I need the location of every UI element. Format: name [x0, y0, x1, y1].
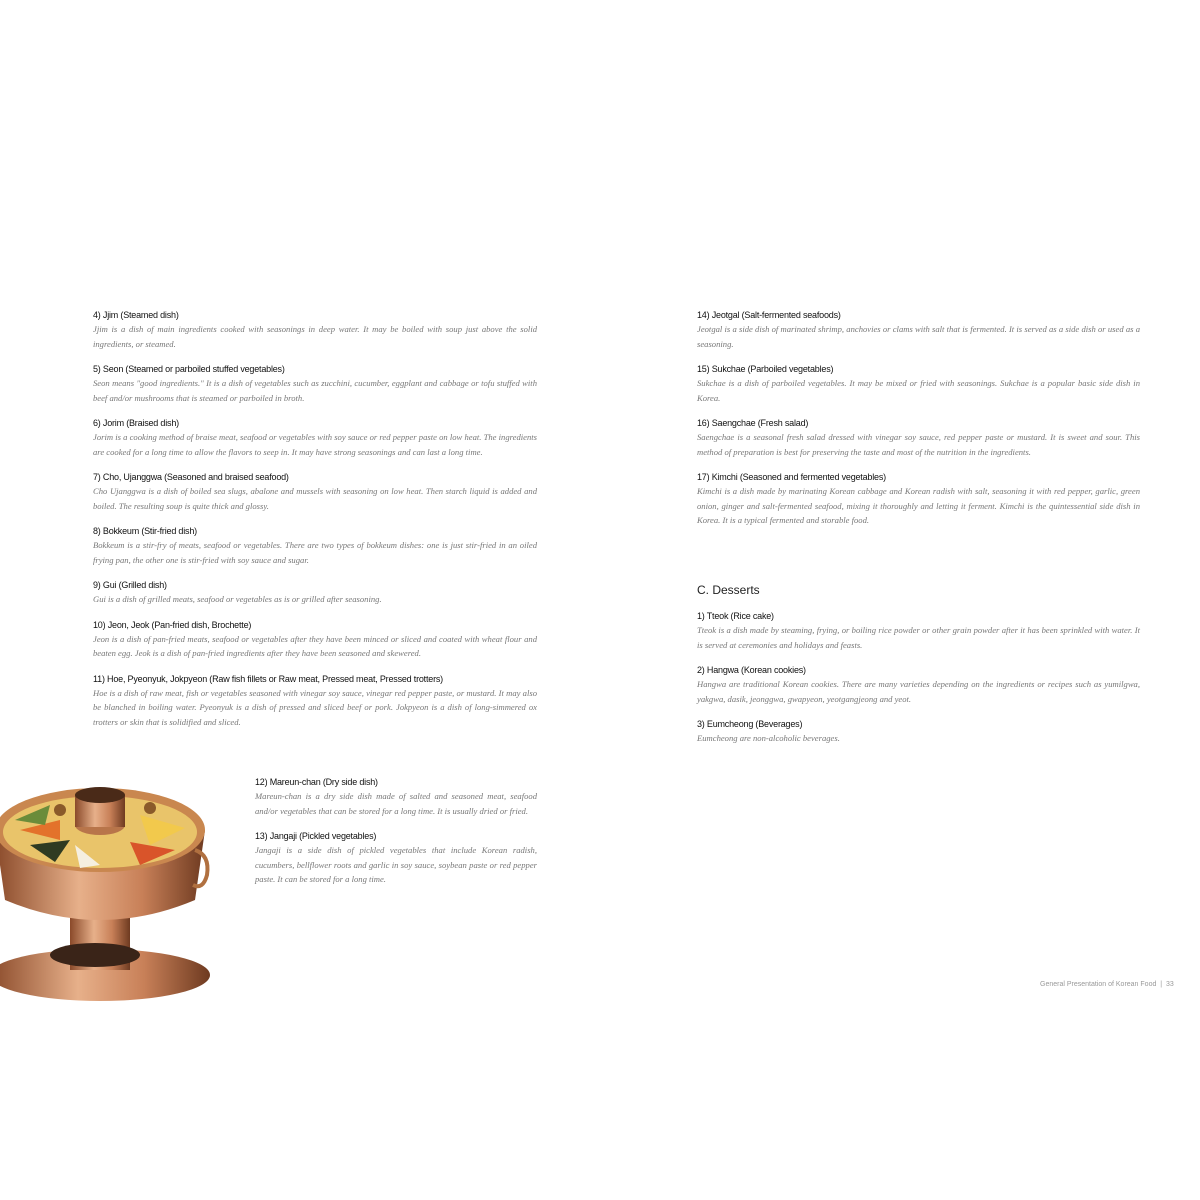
- entry-text: Hoe is a dish of raw meat, fish or vegetables seasoned with vinegar soy sauce, vinegar red pepper paste, or mustard. It may also be blanched in boiling water. Pyeonyuk is a dish of pressed and sliced beef or pork. Jokpyeon is a dish of long-simmered ox trotters or skin that is solidified and sliced.: [93, 687, 537, 727]
- right-column: [697, 310, 1140, 541]
- entry-text: Gui is a dish of grilled meats, seafood or vegetables as is or grilled after seasoning.: [93, 594, 382, 604]
- food-entry: [93, 580, 537, 607]
- entry-title: 10) Jeon, Jeok (Pan-fried dish, Brochette): [93, 619, 252, 630]
- entry-title: 1) Tteok (Rice cake): [697, 611, 774, 621]
- food-entry: [697, 310, 1140, 351]
- entry-text: Seon means "good ingredients." It is a dish of vegetables such as zucchini, cucumber, eggplant and cabbage or tofu stuffed with beef and/or mushrooms that is steamed or parboiled in broth.: [93, 378, 537, 403]
- entry-text: Sukchae is a dish of parboiled vegetables. It may be mixed or fried with seasonings. Sukchae is a popular basic side dish in Korea.: [697, 378, 1140, 403]
- entry-title: 7) Cho, Ujanggwa (Seasoned and braised seafood): [93, 472, 289, 482]
- entry-text: Jangaji is a side dish of pickled vegetables that include Korean radish, cucumbers, bellflower roots and garlic in soy sauce, soybean paste or red pepper paste. It can be stored for a long time.: [255, 845, 537, 884]
- entry-title: 6) Jorim (Braised dish): [93, 418, 179, 428]
- entry-text: Mareun-chan is a dry side dish made of salted and seasoned meat, seafood and/or vegetables that can be stored for a long time. It is usually dried or fried.: [255, 791, 537, 816]
- entry-text: Jeon is a dish of pan-fried meats, seafood or vegetables after they have been minced or sliced and coated with wheat flour and beaten egg. Jeok is a dish of pan-fried ingredients after they have been seasoned and skewered.: [93, 633, 537, 658]
- food-entry: [697, 665, 1140, 706]
- sinseollo-hotpot-photo: [0, 770, 220, 1002]
- food-entry: [93, 418, 537, 459]
- page-number: 33: [1165, 981, 1174, 988]
- page-footer: General Presentation of Korean Food | 33: [1040, 981, 1174, 988]
- entry-title: 9) Gui (Grilled dish): [93, 580, 167, 590]
- entry-text: Tteok is a dish made by steaming, frying, or boiling rice powder or other grain powder after it has been sprinkled with water. It is served at ceremonies and holidays and feasts.: [697, 625, 1140, 650]
- entry-title: 2) Hangwa (Korean cookies): [697, 665, 806, 675]
- entry-text: Jorim is a cooking method of braise meat, seafood or vegetables with soy sauce or red pepper paste on low heat. The ingredients are cooked for a long time to allow the flavors to seep in. It may have strong seasonings and can last a long time.: [93, 432, 537, 457]
- section-heading: C. Desserts: [697, 583, 760, 597]
- food-entry: [93, 472, 537, 513]
- entry-title: 4) Jjim (Steamed dish): [93, 310, 179, 320]
- entry-title: 5) Seon (Steamed or parboiled stuffed vegetables): [93, 364, 285, 374]
- food-entry: [697, 418, 1140, 459]
- food-entry: [255, 831, 537, 887]
- entry-title: 8) Bokkeum (Stir-fried dish): [93, 526, 197, 536]
- entry-text: Cho Ujanggwa is a dish of boiled sea slugs, abalone and mussels with seasoning on low heat. Then starch liquid is added and boiled. The resulting soup is quite thick and glossy.: [93, 486, 537, 511]
- entry-title: 13) Jangaji (Pickled vegetables): [255, 831, 377, 841]
- food-entry: [697, 472, 1140, 528]
- entry-title: 12) Mareun-chan (Dry side dish): [255, 777, 378, 787]
- food-entry: [93, 620, 537, 661]
- entry-text: Saengchae is a seasonal fresh salad dressed with vinegar soy sauce, red pepper paste or mustard. It is sweet and sour. This method of preparation is best for preserving the taste and most of the nutrition in the ingredients.: [697, 432, 1140, 457]
- desserts-section: [697, 583, 1140, 759]
- entry-text: Bokkeum is a stir-fry of meats, seafood or vegetables. There are two types of bokkeum dishes: one is just stir-fried in an oiled frying pan, the other one is stir-fried with soy sauce and sugar.: [93, 540, 537, 565]
- entry-title: 14) Jeotgal (Salt-fermented seafoods): [697, 310, 841, 320]
- entry-text: Jjim is a dish of main ingredients cooked with seasonings in deep water. It may be boiled with soup just above the solid ingredients, or steamed.: [93, 324, 537, 349]
- entry-title: 3) Eumcheong (Beverages): [697, 719, 803, 729]
- left-column: [93, 310, 537, 742]
- entry-title: 11) Hoe, Pyeonyuk, Jokpyeon (Raw fish fillets or Raw meat, Pressed meat, Pressed trotters): [93, 673, 443, 684]
- food-entry: [697, 719, 1140, 746]
- food-entry: [93, 364, 537, 405]
- entry-title: 16) Saengchae (Fresh salad): [697, 418, 809, 428]
- entry-title: 17) Kimchi (Seasoned and fermented vegetables): [697, 472, 886, 482]
- food-entry: [93, 526, 537, 567]
- food-entry: [255, 777, 537, 818]
- food-entry: [93, 674, 537, 730]
- entry-title: 15) Sukchae (Parboiled vegetables): [697, 364, 834, 374]
- left-column-lower: [255, 777, 537, 900]
- running-title: General Presentation of Korean Food: [1040, 981, 1157, 988]
- food-entry: [93, 310, 537, 351]
- food-entry: [697, 611, 1140, 652]
- entry-text: Jeotgal is a side dish of marinated shrimp, anchovies or clams with salt that is fermented. It is served as a side dish or used as a seasoning.: [697, 324, 1140, 349]
- entry-text: Hangwa are traditional Korean cookies. There are many varieties depending on the ingredients or recipes such as yumilgwa, yakgwa, dasik, jeonggwa, gwapyeon, yeotgangjeong and yeot.: [697, 679, 1140, 704]
- entry-text: Eumcheong are non-alcoholic beverages.: [697, 733, 840, 743]
- entry-text: Kimchi is a dish made by marinating Korean cabbage and Korean radish with salt, seasoning it with red pepper, garlic, green onion, ginger and salt-fermented seafood, mixing it thoroughly and letting it ferment. Kimchi is the quintessential side dish in Korea. It is a typical fermented and storable food.: [697, 486, 1140, 525]
- food-entry: [697, 364, 1140, 405]
